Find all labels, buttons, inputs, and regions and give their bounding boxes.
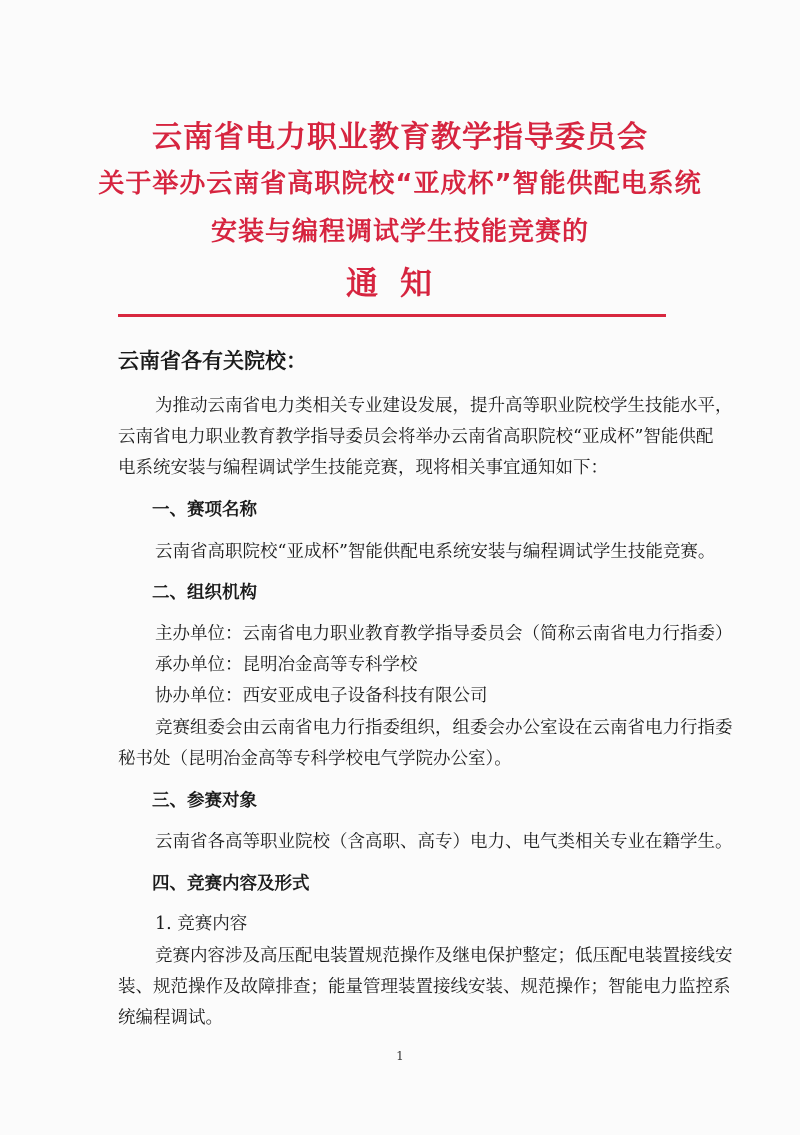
title-line-4: 通知 [345, 264, 454, 302]
section-2-line-1: 主办单位：云南省电力职业教育教学指导委员会（简称云南省电力行指委） [155, 624, 733, 644]
section-2-line-4: 竞赛组委会由云南省电力行指委组织，组委会办公室设在云南省电力行指委 [155, 718, 733, 738]
section-2-line-3: 协办单位：西安亚成电子设备科技有限公司 [155, 686, 488, 706]
section-1-line-1: 云南省高职院校“亚成杯”智能供配电系统安装与编程调试学生技能竞赛。 [155, 542, 716, 562]
intro-line-1: 为推动云南省电力类相关专业建设发展，提升高等职业院校学生技能水平， [155, 396, 733, 416]
section-3-heading: 三、参赛对象 [152, 791, 257, 811]
section-3-line-1: 云南省各高等职业院校（含高职、高专）电力、电气类相关专业在籍学生。 [155, 832, 733, 852]
title-line-3: 安装与编程调试学生技能竞赛的 [210, 217, 589, 247]
section-4-line-3: 统编程调试。 [118, 1008, 223, 1028]
title-line-2: 关于举办云南省高职院校“亚成杯”智能供配电系统 [98, 169, 702, 199]
section-4-line-2: 装、规范操作及故障排查；能量管理装置接线安装、规范操作；智能电力监控系 [118, 977, 731, 997]
red-divider [118, 314, 666, 317]
salutation: 云南省各有关院校： [118, 349, 307, 373]
section-4-line-1: 竞赛内容涉及高压配电装置规范操作及继电保护整定；低压配电装置接线安 [155, 946, 733, 966]
section-1-heading: 一、赛项名称 [152, 500, 257, 520]
page-number: 1 [396, 1049, 404, 1063]
intro-line-2: 云南省电力职业教育教学指导委员会将举办云南省高职院校“亚成杯”智能供配 [118, 427, 714, 447]
section-2-heading: 二、组织机构 [152, 583, 257, 603]
section-2-line-2: 承办单位：昆明冶金高等专科学校 [155, 655, 418, 675]
intro-line-3: 电系统安装与编程调试学生技能竞赛，现将相关事宜通知如下： [118, 458, 608, 478]
title-line-1: 云南省电力职业教育教学指导委员会 [152, 120, 648, 155]
section-2-line-5: 秘书处（昆明冶金高等专科学校电气学院办公室）。 [118, 749, 512, 769]
section-4-subheading: 1. 竞赛内容 [155, 914, 248, 934]
section-4-heading: 四、竞赛内容及形式 [152, 874, 310, 894]
